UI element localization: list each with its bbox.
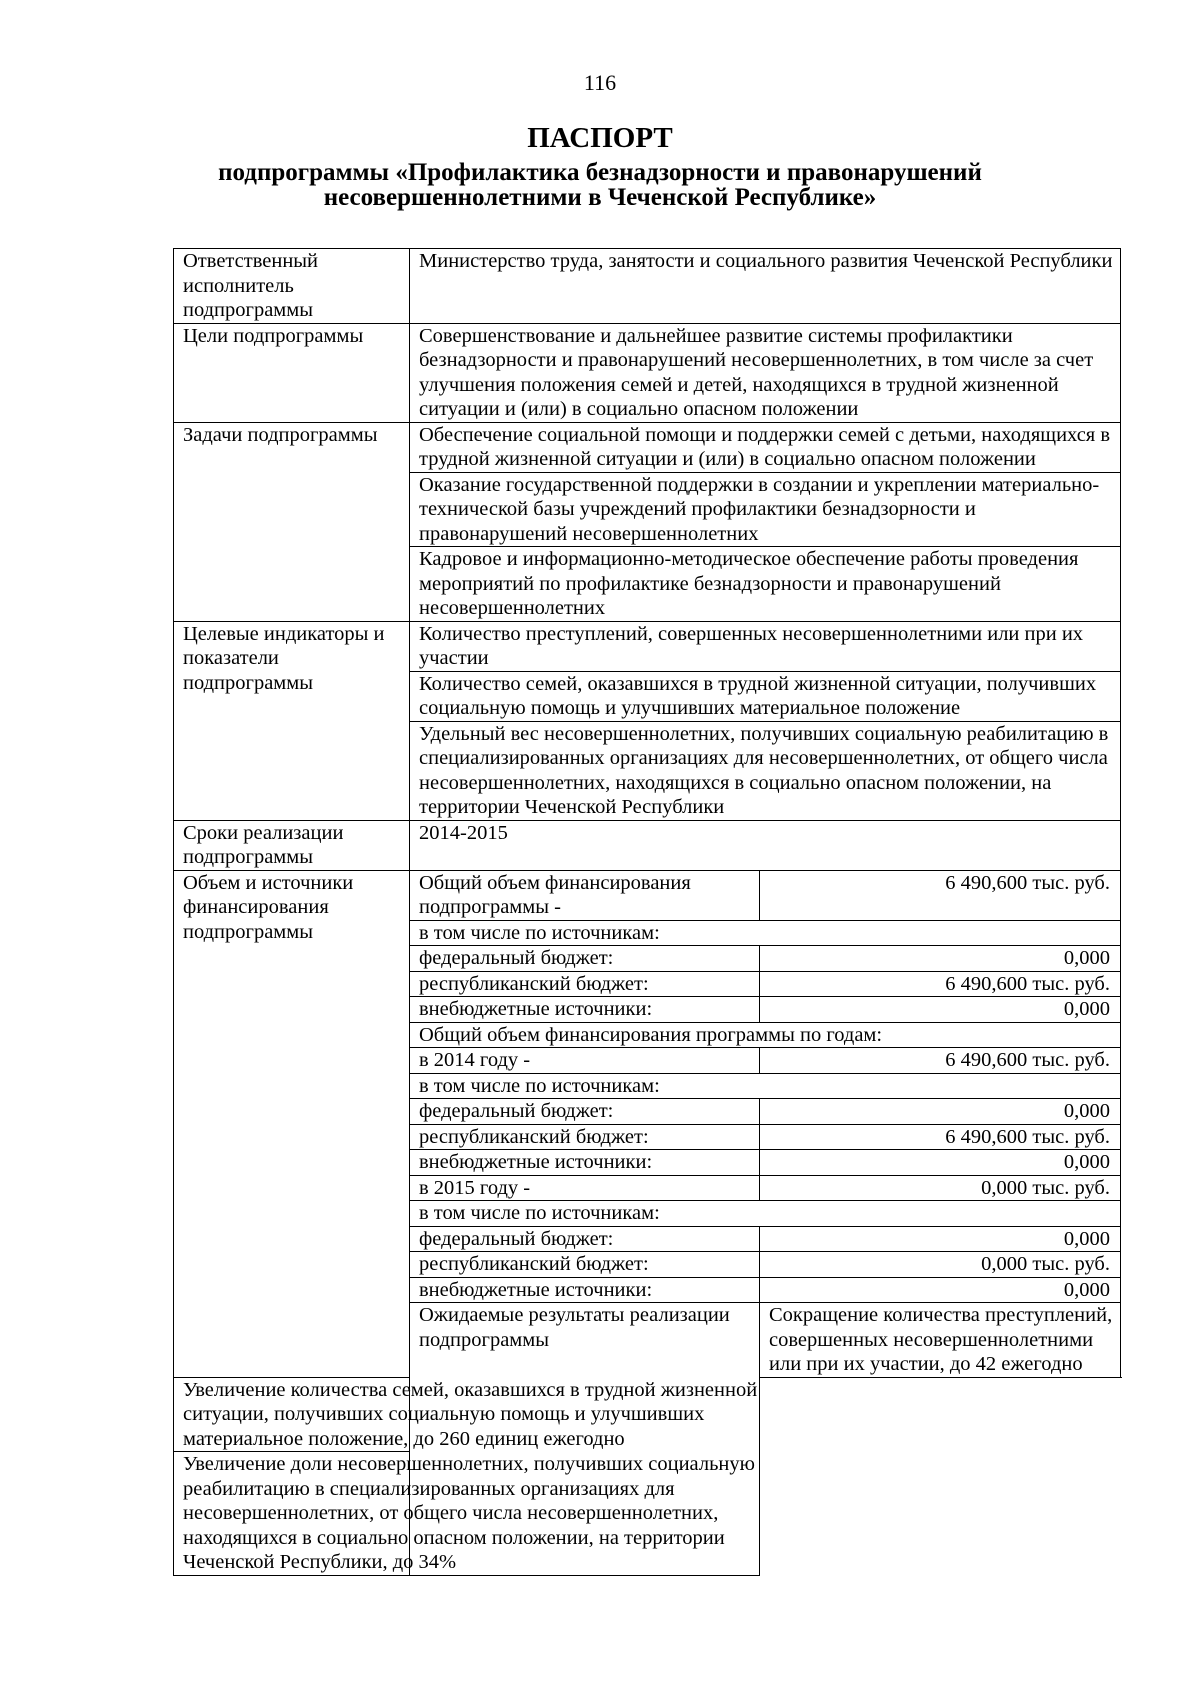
financing-offbudget-label: внебюджетные источники:	[410, 997, 760, 1023]
financing-republican-value: 6 490,600 тыс. руб.	[760, 971, 1121, 997]
financing-republican-label: республиканский бюджет:	[410, 1252, 760, 1278]
table-row	[174, 323, 1121, 422]
row-value-goals: Совершенствование и дальнейшее развитие системы профилактики безнадзорности и правонарушений несовершеннолетних, в том числе за счет улучшения положения семей и детей, находящихся в трудной жизненной ситуации и (или) в социально опасном положении	[410, 323, 1121, 422]
financing-offbudget-label: внебюджетные источники:	[410, 1277, 760, 1303]
table-row	[174, 249, 1121, 324]
financing-offbudget-value: 0,000	[760, 1277, 1121, 1303]
row-label-indicators: Целевые индикаторы и показатели подпрограммы	[174, 621, 410, 820]
financing-sources-label: в том числе по источникам:	[410, 1073, 1121, 1099]
result-item: Увеличение доли несовершеннолетних, получивших социальную реабилитацию в специализированных организациях для несовершеннолетних, от общего числа несовершеннолетних, находящихся в социально опасном положении, на территории Чеченской Республики, до 34%	[174, 1452, 760, 1576]
result-item: Сокращение количества преступлений, совершенных несовершеннолетними или при их участии, до 42 ежегодно	[760, 1303, 1121, 1378]
row-label-executor: Ответственный исполнитель подпрограммы	[174, 249, 410, 324]
financing-total-value: 6 490,600 тыс. руб.	[760, 870, 1121, 920]
financing-year-2015-value: 0,000 тыс. руб.	[760, 1175, 1121, 1201]
indicator-item: Количество семей, оказавшихся в трудной жизненной ситуации, получивших социальную помощь и улучшивших материальное положение	[410, 671, 1121, 721]
task-item: Обеспечение социальной помощи и поддержки семей с детьми, находящихся в трудной жизненной ситуации и (или) в социально опасном положении	[410, 422, 1121, 472]
financing-republican-label: республиканский бюджет:	[410, 1124, 760, 1150]
financing-federal-label: федеральный бюджет:	[410, 1226, 760, 1252]
financing-republican-label: республиканский бюджет:	[410, 971, 760, 997]
table-row	[174, 621, 1121, 671]
financing-offbudget-label: внебюджетные источники:	[410, 1150, 760, 1176]
financing-sources-label: в том числе по источникам:	[410, 920, 1121, 946]
financing-offbudget-value: 0,000	[760, 997, 1121, 1023]
row-value-executor: Министерство труда, занятости и социального развития Чеченской Республики	[410, 249, 1121, 324]
task-item: Кадровое и информационно-методическое обеспечение работы проведения мероприятий по профилактике безнадзорности и правонарушений несовершеннолетних	[410, 547, 1121, 622]
row-value-terms: 2014-2015	[410, 820, 1121, 870]
task-item: Оказание государственной поддержки в создании и укреплении материально-технической базы учреждений профилактики безнадзорности и правонарушений несовершеннолетних	[410, 472, 1121, 547]
row-label-terms: Сроки реализации подпрограммы	[174, 820, 410, 870]
financing-republican-value: 6 490,600 тыс. руб.	[760, 1124, 1121, 1150]
indicator-item: Удельный вес несовершеннолетних, получивших социальную реабилитацию в специализированных организациях для несовершеннолетних, от общего числа несовершеннолетних, находящихся в социально опасном положении, на территории Чеченской Республики	[410, 721, 1121, 820]
indicator-item: Количество преступлений, совершенных несовершеннолетними или при их участии	[410, 621, 1121, 671]
financing-federal-label: федеральный бюджет:	[410, 946, 760, 972]
passport-table	[173, 248, 1121, 1576]
document-title: ПАСПОРТ	[527, 122, 673, 154]
row-label-results: Ожидаемые результаты реализации подпрограммы	[410, 1303, 760, 1576]
row-label-goals: Цели подпрограммы	[174, 323, 410, 422]
financing-republican-value: 0,000 тыс. руб.	[760, 1252, 1121, 1278]
financing-year-2014-value: 6 490,600 тыс. руб.	[760, 1048, 1121, 1074]
document-subtitle: подпрограммы «Профилактика безнадзорности и правонарушений несовершеннолетними в Чеченской Республике»	[218, 159, 982, 211]
table-row	[174, 1377, 1121, 1452]
financing-year-2015-label: в 2015 году -	[410, 1175, 760, 1201]
table-row	[174, 870, 1121, 920]
financing-federal-value: 0,000	[760, 1226, 1121, 1252]
result-item: Увеличение количества семей, оказавшихся в трудной жизненной ситуации, получивших социальную помощь и улучшивших материальное положение, до 260 единиц ежегодно	[174, 1377, 760, 1452]
table-row	[174, 422, 1121, 472]
page-number: 116	[583, 70, 617, 95]
financing-sources-label: в том числе по источникам:	[410, 1201, 1121, 1227]
table-row	[174, 820, 1121, 870]
row-label-financing: Объем и источники финансирования подпрограммы	[174, 870, 410, 1377]
financing-federal-label: федеральный бюджет:	[410, 1099, 760, 1125]
financing-total-label: Общий объем финансирования подпрограммы -	[410, 870, 760, 920]
financing-by-years-label: Общий объем финансирования программы по годам:	[410, 1022, 1121, 1048]
financing-federal-value: 0,000	[760, 946, 1121, 972]
financing-year-2014-label: в 2014 году -	[410, 1048, 760, 1074]
financing-offbudget-value: 0,000	[760, 1150, 1121, 1176]
financing-federal-value: 0,000	[760, 1099, 1121, 1125]
row-label-tasks: Задачи подпрограммы	[174, 422, 410, 621]
table-row	[174, 1452, 1121, 1576]
